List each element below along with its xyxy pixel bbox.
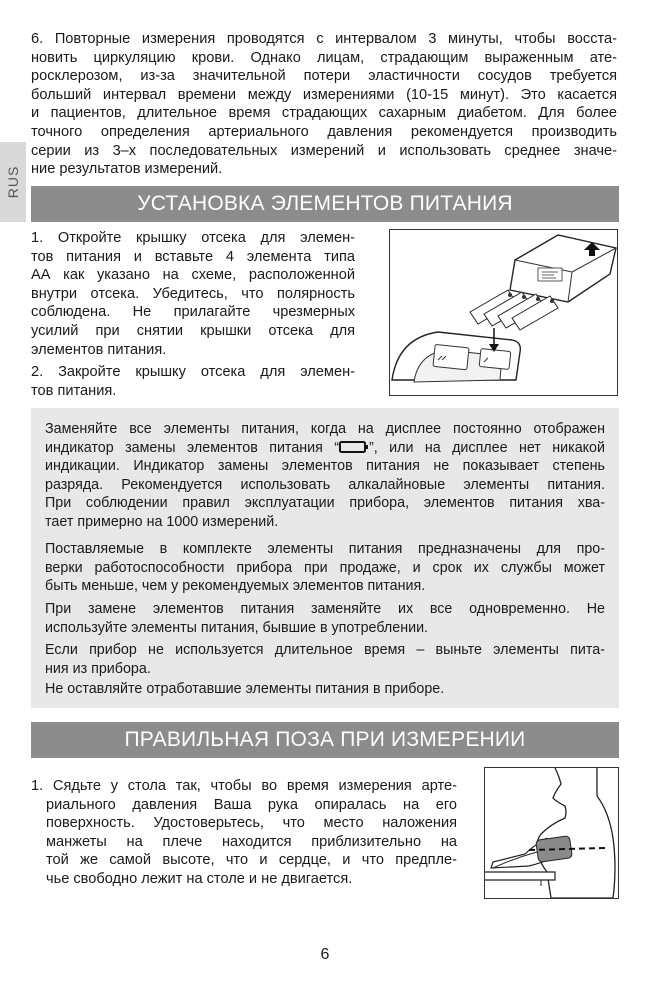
text-fragment: индикатор замены элементов питания “ <box>45 439 340 456</box>
battery-installation-illustration <box>389 229 618 396</box>
text-line: элементов питания. <box>31 341 167 358</box>
language-tab-label: RUS <box>5 165 21 199</box>
text-line: той же самой высоте, что и сердце, и что предпле- <box>46 852 457 869</box>
battery-step-1 <box>31 229 355 359</box>
text-line: индикации. Индикатор замены элементов питания не показывает степень <box>45 458 605 474</box>
text-line: внутри отсека. Убедитесь, что полярность <box>31 285 355 302</box>
posture-illustration <box>484 767 619 899</box>
text-line: ния из прибора. <box>45 660 151 677</box>
seated-person-drawing <box>485 768 618 898</box>
text-line: используйте элементы питания, бывшие в употреблении. <box>45 619 429 636</box>
text-line: верки работоспособности прибора при продаже, и срок их службы может <box>45 559 605 576</box>
text-line <box>45 439 605 458</box>
text-line: 2. Закройте крышку отсека для элемен- <box>31 364 355 380</box>
notice-paragraph-4 <box>45 641 605 678</box>
notice-paragraph-3 <box>45 600 605 637</box>
text-line: поверхность. Удостоверьтесь, что место наложения <box>46 815 457 832</box>
page-number: 6 <box>320 946 330 963</box>
text-line: Если прибор не используется длительное время – выньте элементы пита- <box>45 642 605 658</box>
section-heading-batteries: УСТАНОВКА ЭЛЕМЕНТОВ ПИТАНИЯ <box>31 186 619 222</box>
text-line: больший интервал времени между измерениями (10-15 минут). Это касается <box>31 86 617 103</box>
battery-notice-box <box>31 408 619 708</box>
text-line: АА как указано на схеме, расположенной <box>31 267 355 284</box>
text-line: чье свободно лежит на столе и не двигается. <box>46 870 353 887</box>
text-fragment: ”, или на дисплее нет никакой <box>369 439 605 456</box>
text-line: Не оставляйте отработавшие элементы питания в приборе. <box>45 681 445 697</box>
text-line: ние результатов измерений. <box>31 161 223 178</box>
text-line: быть меньше, чем у рекомендуемых элементов питания. <box>45 578 426 594</box>
text-line: тов питания. <box>31 382 117 399</box>
notice-paragraph-1 <box>45 420 605 531</box>
text-line: Заменяйте все элементы питания, когда на дисплее постоянно отображен <box>45 421 605 437</box>
text-line: Поставляемые в комплекте элементы питания предназначены для про- <box>45 541 605 557</box>
text-line: манжеты на плече находится приблизительно на <box>46 833 457 850</box>
section-heading-posture: ПРАВИЛЬНАЯ ПОЗА ПРИ ИЗМЕРЕНИИ <box>31 722 619 758</box>
text-line: 1. Откройте крышку отсека для элемен- <box>31 230 355 246</box>
posture-step-1 <box>31 777 457 889</box>
text-line: росклерозом, из-за значительной потери эластичности сосудов требуется <box>31 68 617 85</box>
text-line: 1. Сядьте у стола так, чтобы во время измерения арте- <box>31 778 457 794</box>
text-line: При соблюдении правил эксплуатации прибора, элементов питания хва- <box>45 495 605 511</box>
text-line: и пациентов, длительное время страдающих сахарным диабетом. Для более <box>31 105 617 122</box>
text-line: соблюдена. Не прилагайте чрезмерных <box>31 304 355 321</box>
notice-paragraph-2 <box>45 540 605 596</box>
notice-paragraph-5 <box>45 680 605 699</box>
text-line: При замене элементов питания заменяйте их все одновременно. Не <box>45 601 605 617</box>
battery-low-icon <box>339 441 369 453</box>
intro-paragraph <box>31 30 617 179</box>
text-line: тов питания и вставьте 4 элемента типа <box>31 248 355 265</box>
text-line: точного определения артериального давления рекомендуется производить <box>31 123 617 140</box>
text-line: риального давления Ваша рука опиралась на его <box>46 796 457 813</box>
text-line: тает примерно на 1000 измерений. <box>45 513 279 530</box>
text-line: новить циркуляцию крови. Однако лицам, страдающим выраженным ате- <box>31 49 617 66</box>
text-line: усилий при снятии крышки отсека для <box>31 322 355 339</box>
battery-compartment-drawing <box>390 230 617 395</box>
battery-step-2 <box>31 363 355 400</box>
text-line: разряда. Рекомендуется использовать алкалайновые элементы питания. <box>45 476 605 493</box>
text-line: 6. Повторные измерения проводятся с интервалом 3 минуты, чтобы восста- <box>31 31 617 47</box>
text-line: серии из 3–х последовательных измерений и использовать среднее значе- <box>31 142 617 159</box>
language-tab <box>0 142 26 222</box>
